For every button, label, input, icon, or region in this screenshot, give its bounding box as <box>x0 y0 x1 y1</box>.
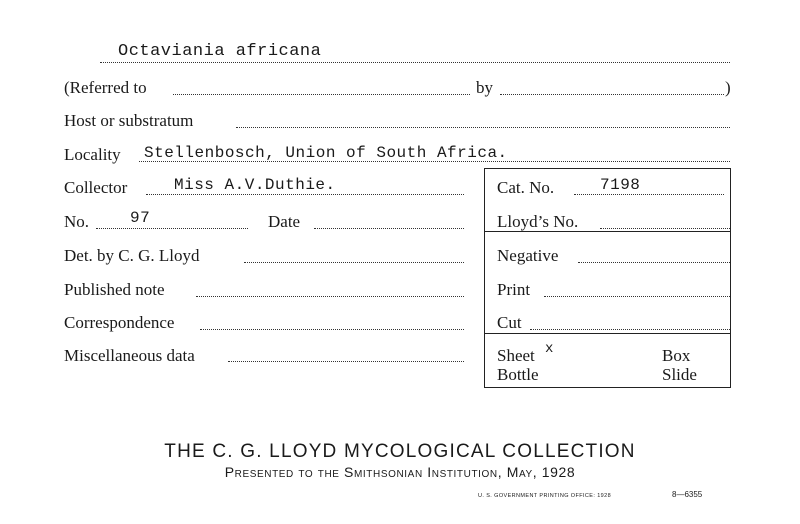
locality-value: Stellenbosch, Union of South Africa. <box>144 144 508 162</box>
collector-line <box>146 194 464 195</box>
cut-label: Cut <box>497 313 522 332</box>
published-label: Published note <box>64 280 165 299</box>
cut-line <box>530 329 730 330</box>
name-line <box>100 62 730 63</box>
collection-title: THE C. G. LLOYD MYCOLOGICAL COLLECTION <box>164 441 636 462</box>
collection-subtitle: Presented to the Smithsonian Institution, May, 1928 <box>224 464 576 480</box>
no-label: No. <box>64 212 90 231</box>
det-by-line <box>244 262 464 263</box>
by-line <box>500 94 724 95</box>
cat-no-label: Cat. No. <box>497 178 555 197</box>
catalog-box-right-border <box>730 168 731 388</box>
catalog-box-top-border <box>484 168 731 169</box>
printing-office-note: U. S. GOVERNMENT PRINTING OFFICE: 1928 <box>478 493 612 499</box>
lloyds-no-rule <box>484 231 731 232</box>
collector-label: Collector <box>64 178 128 197</box>
cut-rule <box>484 333 731 334</box>
form-code: 8—6355 <box>672 490 703 499</box>
locality-label: Locality <box>64 145 121 164</box>
cat-no-line <box>574 194 724 195</box>
misc-line <box>228 361 464 362</box>
catalog-box-bottom-border <box>484 387 731 388</box>
lloyds-no-label: Lloyd’s No. <box>497 212 579 231</box>
correspondence-label: Correspondence <box>64 313 175 332</box>
sheet-mark: x <box>545 341 554 357</box>
negative-label: Negative <box>497 246 559 265</box>
referred-line <box>173 94 470 95</box>
published-line <box>196 296 464 297</box>
print-line <box>544 296 730 297</box>
collector-value: Miss A.V.Duthie. <box>174 176 336 194</box>
cat-no-value: 7198 <box>600 176 641 194</box>
det-by-label: Det. by C. G. Lloyd <box>64 246 200 265</box>
catalog-box-left-border <box>484 168 485 388</box>
slide-label: Slide <box>662 365 697 384</box>
referred-label: (Referred to <box>64 78 147 97</box>
host-line <box>236 127 730 128</box>
by-label: by <box>476 78 493 97</box>
no-line <box>96 228 248 229</box>
no-value: 97 <box>130 209 151 227</box>
host-label: Host or substratum <box>64 111 194 130</box>
correspondence-line <box>200 329 464 330</box>
negative-line <box>578 262 730 263</box>
bottle-label: Bottle <box>497 365 539 384</box>
specimen-name: Octaviania africana <box>118 42 322 61</box>
date-label: Date <box>268 212 301 231</box>
box-label: Box <box>662 346 691 365</box>
misc-label: Miscellaneous data <box>64 346 195 365</box>
close-paren: ) <box>725 78 731 97</box>
print-label: Print <box>497 280 531 299</box>
date-line <box>314 228 464 229</box>
lloyds-no-line <box>600 228 730 229</box>
sheet-label: Sheet <box>497 346 535 365</box>
